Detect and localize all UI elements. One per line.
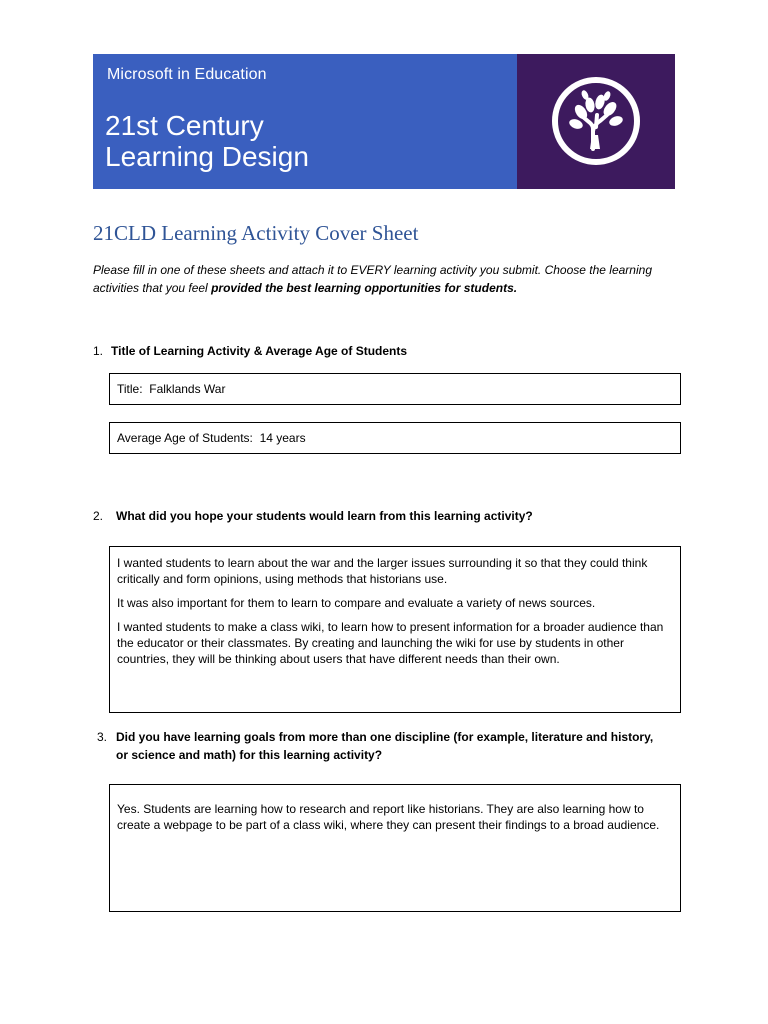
question-2	[93, 507, 693, 525]
hero-title	[105, 110, 309, 172]
average-age-field[interactable]	[109, 422, 681, 454]
answer-paragraph: I wanted students to make a class wiki, to learn how to present information for a broader audience than the educator or their classmates. By creating and launching the wiki for use by students in other countries, they will be thinking about users that have different needs than their own.	[117, 620, 664, 666]
question-text: What did you hope your students would learn from this learning activity?	[116, 509, 533, 523]
answer-paragraph: It was also important for them to learn to compare and evaluate a variety of news sources.	[117, 596, 596, 610]
question-1	[93, 342, 693, 360]
field-label: Title:	[117, 382, 143, 396]
question-number: 3.	[97, 730, 108, 744]
field-value: Falklands War	[149, 382, 226, 396]
answer-paragraph: Yes. Students are learning how to research and report like historians. They are also learning how to create a webpage to be part of a class wiki, where they can present their findings to a broad audience.	[117, 802, 660, 832]
brand-label: Microsoft in Education	[107, 66, 267, 83]
field-value: 14 years	[259, 431, 306, 445]
answer-box-2[interactable]	[109, 546, 681, 713]
answer-paragraph: I wanted students to learn about the war and the larger issues surrounding it so that they could think critically and form opinions, using methods that historians use.	[117, 556, 648, 586]
question-number: 2.	[93, 509, 104, 523]
tree-icon	[550, 75, 642, 167]
header-banner	[93, 54, 675, 189]
question-text: Did you have learning goals from more than one discipline (for example, literature and history, or science and math) for this learning activity?	[116, 730, 654, 762]
hero-title-line-2: Learning Design	[105, 141, 309, 172]
answer-box-3[interactable]	[109, 784, 681, 912]
page-title: 21CLD Learning Activity Cover Sheet	[93, 221, 419, 245]
title-field[interactable]	[109, 373, 681, 405]
intro-emphasis: provided the best learning opportunities for students.	[211, 281, 518, 295]
intro-body: Please fill in one of these sheets and attach it to EVERY learning activity you submit. Choose the learning activities that you feel	[93, 263, 652, 295]
question-number: 1.	[93, 344, 104, 358]
banner-right-panel	[517, 54, 675, 189]
field-label: Average Age of Students:	[117, 431, 253, 445]
question-text: Title of Learning Activity & Average Age of Students	[111, 344, 408, 358]
hero-title-line-1: 21st Century	[105, 110, 264, 141]
question-3	[97, 728, 677, 764]
intro-text	[93, 261, 693, 297]
banner-left-panel	[93, 54, 517, 189]
